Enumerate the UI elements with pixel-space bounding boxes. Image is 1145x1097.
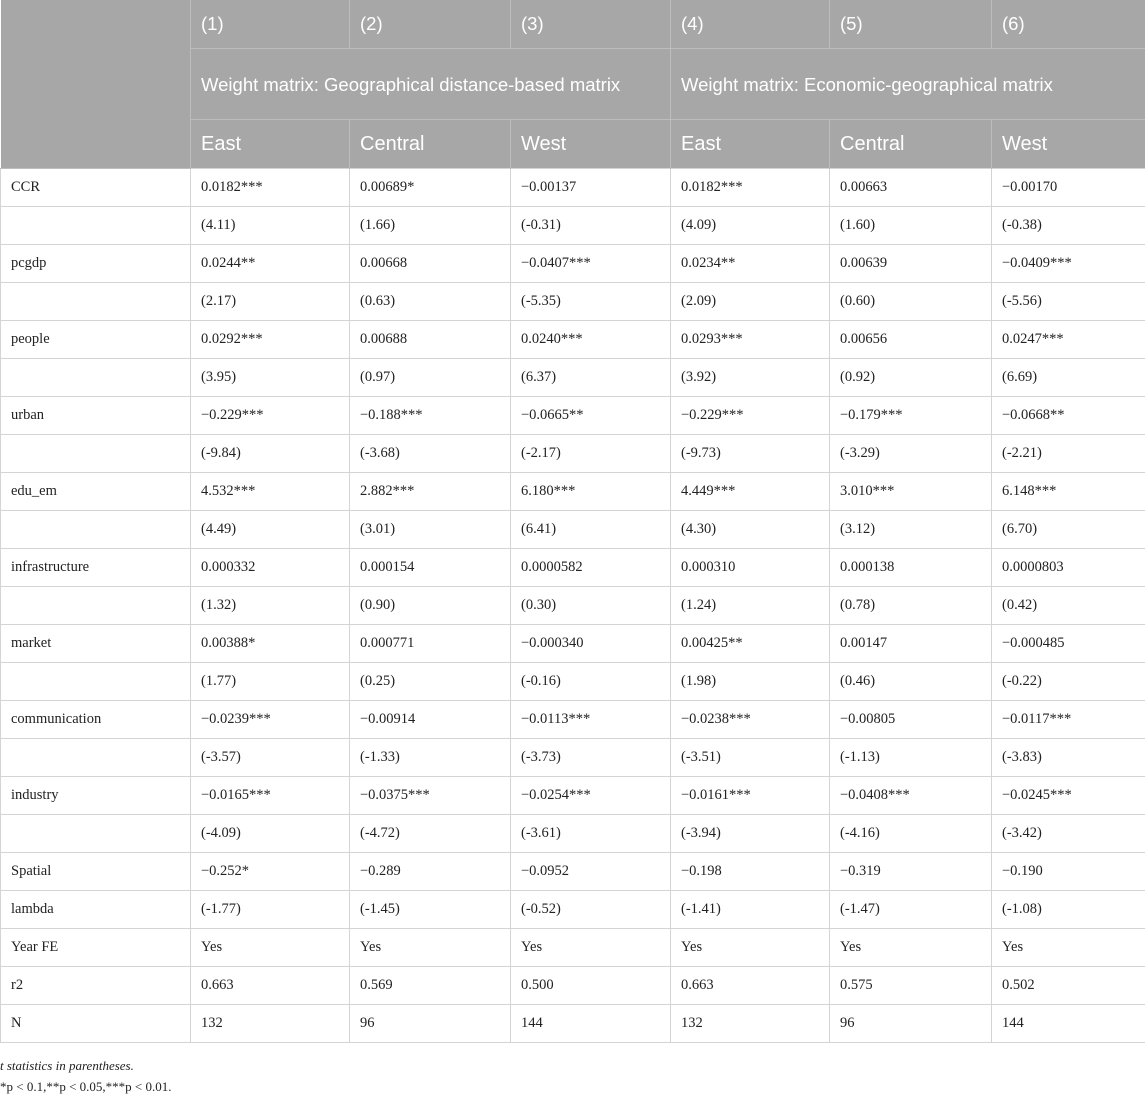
table-cell: (-1.13) <box>830 739 992 777</box>
table-cell: 0.00425** <box>671 625 830 663</box>
table-row <box>1 283 1145 321</box>
table-cell: −0.0409*** <box>992 245 1145 283</box>
table-cell: −0.0665** <box>511 397 671 435</box>
table-cell: −0.0952 <box>511 853 671 891</box>
col-number: (4) <box>671 0 830 49</box>
table-cell: 96 <box>830 1005 992 1043</box>
table-cell: (0.78) <box>830 587 992 625</box>
table-cell: −0.252* <box>191 853 350 891</box>
table-row <box>1 587 1145 625</box>
table-row <box>1 967 1145 1005</box>
table-row <box>1 397 1145 435</box>
table-cell: (3.95) <box>191 359 350 397</box>
table-cell: (-0.38) <box>992 207 1145 245</box>
table-cell: −0.0161*** <box>671 777 830 815</box>
table-cell: 0.0000582 <box>511 549 671 587</box>
region-label: Central <box>830 120 992 169</box>
table-cell: 132 <box>191 1005 350 1043</box>
table-cell: (6.41) <box>511 511 671 549</box>
table-cell: −0.0245*** <box>992 777 1145 815</box>
table-cell: (-2.21) <box>992 435 1145 473</box>
row-label <box>1 587 191 625</box>
table-cell: (1.60) <box>830 207 992 245</box>
table-cell: 0.569 <box>350 967 511 1005</box>
region-label: West <box>992 120 1145 169</box>
table-cell: −0.0254*** <box>511 777 671 815</box>
table-cell: (0.63) <box>350 283 511 321</box>
row-label: communication <box>1 701 191 739</box>
table-cell: 0.000771 <box>350 625 511 663</box>
table-cell: −0.00137 <box>511 169 671 207</box>
table-cell: Yes <box>191 929 350 967</box>
table-cell: (6.69) <box>992 359 1145 397</box>
row-label: pcgdp <box>1 245 191 283</box>
row-label: industry <box>1 777 191 815</box>
table-cell: Yes <box>350 929 511 967</box>
region-label: West <box>511 120 671 169</box>
table-header <box>1 0 1145 169</box>
table-cell: 0.575 <box>830 967 992 1005</box>
table-row <box>1 929 1145 967</box>
table-cell: (-3.29) <box>830 435 992 473</box>
row-label: urban <box>1 397 191 435</box>
table-cell: 96 <box>350 1005 511 1043</box>
table-cell: (3.12) <box>830 511 992 549</box>
table-cell: −0.0113*** <box>511 701 671 739</box>
row-label <box>1 207 191 245</box>
table-cell: −0.0117*** <box>992 701 1145 739</box>
table-cell: 6.180*** <box>511 473 671 511</box>
table-cell: (-0.52) <box>511 891 671 929</box>
table-row <box>1 891 1145 929</box>
table-cell: 0.0234** <box>671 245 830 283</box>
row-label <box>1 435 191 473</box>
table-cell: (-1.33) <box>350 739 511 777</box>
table-body <box>1 169 1145 1043</box>
region-label: East <box>191 120 350 169</box>
table-cell: 0.0182*** <box>191 169 350 207</box>
table-cell: Yes <box>671 929 830 967</box>
table-row <box>1 511 1145 549</box>
table-cell: −0.0238*** <box>671 701 830 739</box>
table-cell: (-3.68) <box>350 435 511 473</box>
table-cell: (0.30) <box>511 587 671 625</box>
row-label: market <box>1 625 191 663</box>
table-cell: 4.449*** <box>671 473 830 511</box>
table-cell: 144 <box>992 1005 1145 1043</box>
table-cell: (0.90) <box>350 587 511 625</box>
region-label: Central <box>350 120 511 169</box>
table-cell: (1.77) <box>191 663 350 701</box>
table-cell: (6.70) <box>992 511 1145 549</box>
table-row <box>1 625 1145 663</box>
table-cell: 0.00688 <box>350 321 511 359</box>
table-cell: (-1.08) <box>992 891 1145 929</box>
table-row <box>1 739 1145 777</box>
table-cell: (0.46) <box>830 663 992 701</box>
table-cell: (1.32) <box>191 587 350 625</box>
table-cell: −0.289 <box>350 853 511 891</box>
row-label: infrastructure <box>1 549 191 587</box>
table-cell: 0.00656 <box>830 321 992 359</box>
row-label: r2 <box>1 967 191 1005</box>
table-row <box>1 1005 1145 1043</box>
table-cell: (-3.83) <box>992 739 1145 777</box>
table-cell: (-5.56) <box>992 283 1145 321</box>
table-cell: (-9.84) <box>191 435 350 473</box>
table-cell: (-4.72) <box>350 815 511 853</box>
table-cell: 0.0293*** <box>671 321 830 359</box>
table-cell: 0.663 <box>191 967 350 1005</box>
table-row <box>1 245 1145 283</box>
table-cell: −0.229*** <box>671 397 830 435</box>
table-row <box>1 321 1145 359</box>
table-cell: (4.09) <box>671 207 830 245</box>
table-cell: −0.319 <box>830 853 992 891</box>
table-cell: (-2.17) <box>511 435 671 473</box>
table-cell: Yes <box>830 929 992 967</box>
table-cell: 0.663 <box>671 967 830 1005</box>
table-cell: (0.97) <box>350 359 511 397</box>
table-cell: (-3.42) <box>992 815 1145 853</box>
table-cell: (-3.73) <box>511 739 671 777</box>
table-cell: −0.00170 <box>992 169 1145 207</box>
table-cell: 0.00663 <box>830 169 992 207</box>
row-label: lambda <box>1 891 191 929</box>
col-number: (5) <box>830 0 992 49</box>
table-row <box>1 207 1145 245</box>
table-cell: 0.000310 <box>671 549 830 587</box>
table-cell: (0.42) <box>992 587 1145 625</box>
table-cell: (0.60) <box>830 283 992 321</box>
col-number: (2) <box>350 0 511 49</box>
table-row <box>1 435 1145 473</box>
header-stub-cell <box>1 0 191 169</box>
table-cell: −0.00914 <box>350 701 511 739</box>
table-cell: 2.882*** <box>350 473 511 511</box>
table-cell: −0.229*** <box>191 397 350 435</box>
table-cell: −0.0239*** <box>191 701 350 739</box>
table-cell: 0.0244** <box>191 245 350 283</box>
row-label: Year FE <box>1 929 191 967</box>
table-cell: (-3.57) <box>191 739 350 777</box>
table-cell: Yes <box>511 929 671 967</box>
table-cell: (4.49) <box>191 511 350 549</box>
table-cell: −0.179*** <box>830 397 992 435</box>
table-cell: (-5.35) <box>511 283 671 321</box>
table-cell: (-3.94) <box>671 815 830 853</box>
table-cell: (-4.09) <box>191 815 350 853</box>
table-cell: (-3.51) <box>671 739 830 777</box>
table-row <box>1 473 1145 511</box>
table-cell: (-0.31) <box>511 207 671 245</box>
col-number: (1) <box>191 0 350 49</box>
table-cell: −0.190 <box>992 853 1145 891</box>
table-cell: (4.11) <box>191 207 350 245</box>
header-row-column-numbers <box>1 0 1145 49</box>
table-cell: (-0.16) <box>511 663 671 701</box>
table-cell: 3.010*** <box>830 473 992 511</box>
table-cell: (-1.47) <box>830 891 992 929</box>
row-label <box>1 511 191 549</box>
table-cell: −0.0668** <box>992 397 1145 435</box>
table-cell: (4.30) <box>671 511 830 549</box>
table-cell: (-0.22) <box>992 663 1145 701</box>
table-cell: 0.00388* <box>191 625 350 663</box>
table-cell: 6.148*** <box>992 473 1145 511</box>
table-cell: −0.0165*** <box>191 777 350 815</box>
group-label-economic: Weight matrix: Economic-geographical matrix <box>671 49 1145 120</box>
table-cell: (-1.41) <box>671 891 830 929</box>
table-cell: (2.17) <box>191 283 350 321</box>
table-cell: 0.00689* <box>350 169 511 207</box>
table-cell: −0.0408*** <box>830 777 992 815</box>
table-cell: (6.37) <box>511 359 671 397</box>
table-cell: Yes <box>992 929 1145 967</box>
table-row <box>1 169 1145 207</box>
table-cell: 0.502 <box>992 967 1145 1005</box>
row-label <box>1 815 191 853</box>
table-cell: 0.0000803 <box>992 549 1145 587</box>
table-cell: 132 <box>671 1005 830 1043</box>
row-label: N <box>1 1005 191 1043</box>
table-cell: 144 <box>511 1005 671 1043</box>
table-row <box>1 815 1145 853</box>
table-cell: (1.24) <box>671 587 830 625</box>
group-label-geographical: Weight matrix: Geographical distance-based matrix <box>191 49 671 120</box>
row-label: CCR <box>1 169 191 207</box>
note-significance: *p < 0.1,**p < 0.05,***p < 0.01. <box>0 1079 172 1094</box>
table-cell: 0.0292*** <box>191 321 350 359</box>
table-cell: 0.00668 <box>350 245 511 283</box>
table-cell: 0.00639 <box>830 245 992 283</box>
region-label: East <box>671 120 830 169</box>
table-cell: −0.188*** <box>350 397 511 435</box>
table-cell: −0.0375*** <box>350 777 511 815</box>
row-label: edu_em <box>1 473 191 511</box>
row-label <box>1 359 191 397</box>
table-cell: (2.09) <box>671 283 830 321</box>
table-cell: (1.98) <box>671 663 830 701</box>
table-cell: (-3.61) <box>511 815 671 853</box>
row-label: Spatial <box>1 853 191 891</box>
table-cell: 0.000154 <box>350 549 511 587</box>
row-label: people <box>1 321 191 359</box>
table-row <box>1 701 1145 739</box>
table-cell: −0.00805 <box>830 701 992 739</box>
table-cell: −0.000340 <box>511 625 671 663</box>
table-cell: (-1.45) <box>350 891 511 929</box>
table-cell: 0.000332 <box>191 549 350 587</box>
note-t-statistics: t statistics in parentheses. <box>0 1058 134 1073</box>
table-cell: (0.25) <box>350 663 511 701</box>
table-cell: 4.532*** <box>191 473 350 511</box>
col-number: (6) <box>992 0 1145 49</box>
table-row <box>1 359 1145 397</box>
table-cell: (1.66) <box>350 207 511 245</box>
row-label <box>1 739 191 777</box>
table-cell: (-9.73) <box>671 435 830 473</box>
table-cell: 0.500 <box>511 967 671 1005</box>
table-row <box>1 549 1145 587</box>
table-cell: 0.0247*** <box>992 321 1145 359</box>
table-cell: (-1.77) <box>191 891 350 929</box>
table-cell: 0.0182*** <box>671 169 830 207</box>
table-row <box>1 663 1145 701</box>
table-cell: (3.01) <box>350 511 511 549</box>
table-cell: 0.0240*** <box>511 321 671 359</box>
table-cell: 0.00147 <box>830 625 992 663</box>
row-label <box>1 283 191 321</box>
table-notes <box>0 1055 172 1097</box>
table-cell: 0.000138 <box>830 549 992 587</box>
table-cell: −0.000485 <box>992 625 1145 663</box>
table-cell: (-4.16) <box>830 815 992 853</box>
table-cell: (3.92) <box>671 359 830 397</box>
table-cell: −0.198 <box>671 853 830 891</box>
table-cell: (0.92) <box>830 359 992 397</box>
table-row <box>1 777 1145 815</box>
row-label <box>1 663 191 701</box>
table-row <box>1 853 1145 891</box>
table-cell: −0.0407*** <box>511 245 671 283</box>
col-number: (3) <box>511 0 671 49</box>
